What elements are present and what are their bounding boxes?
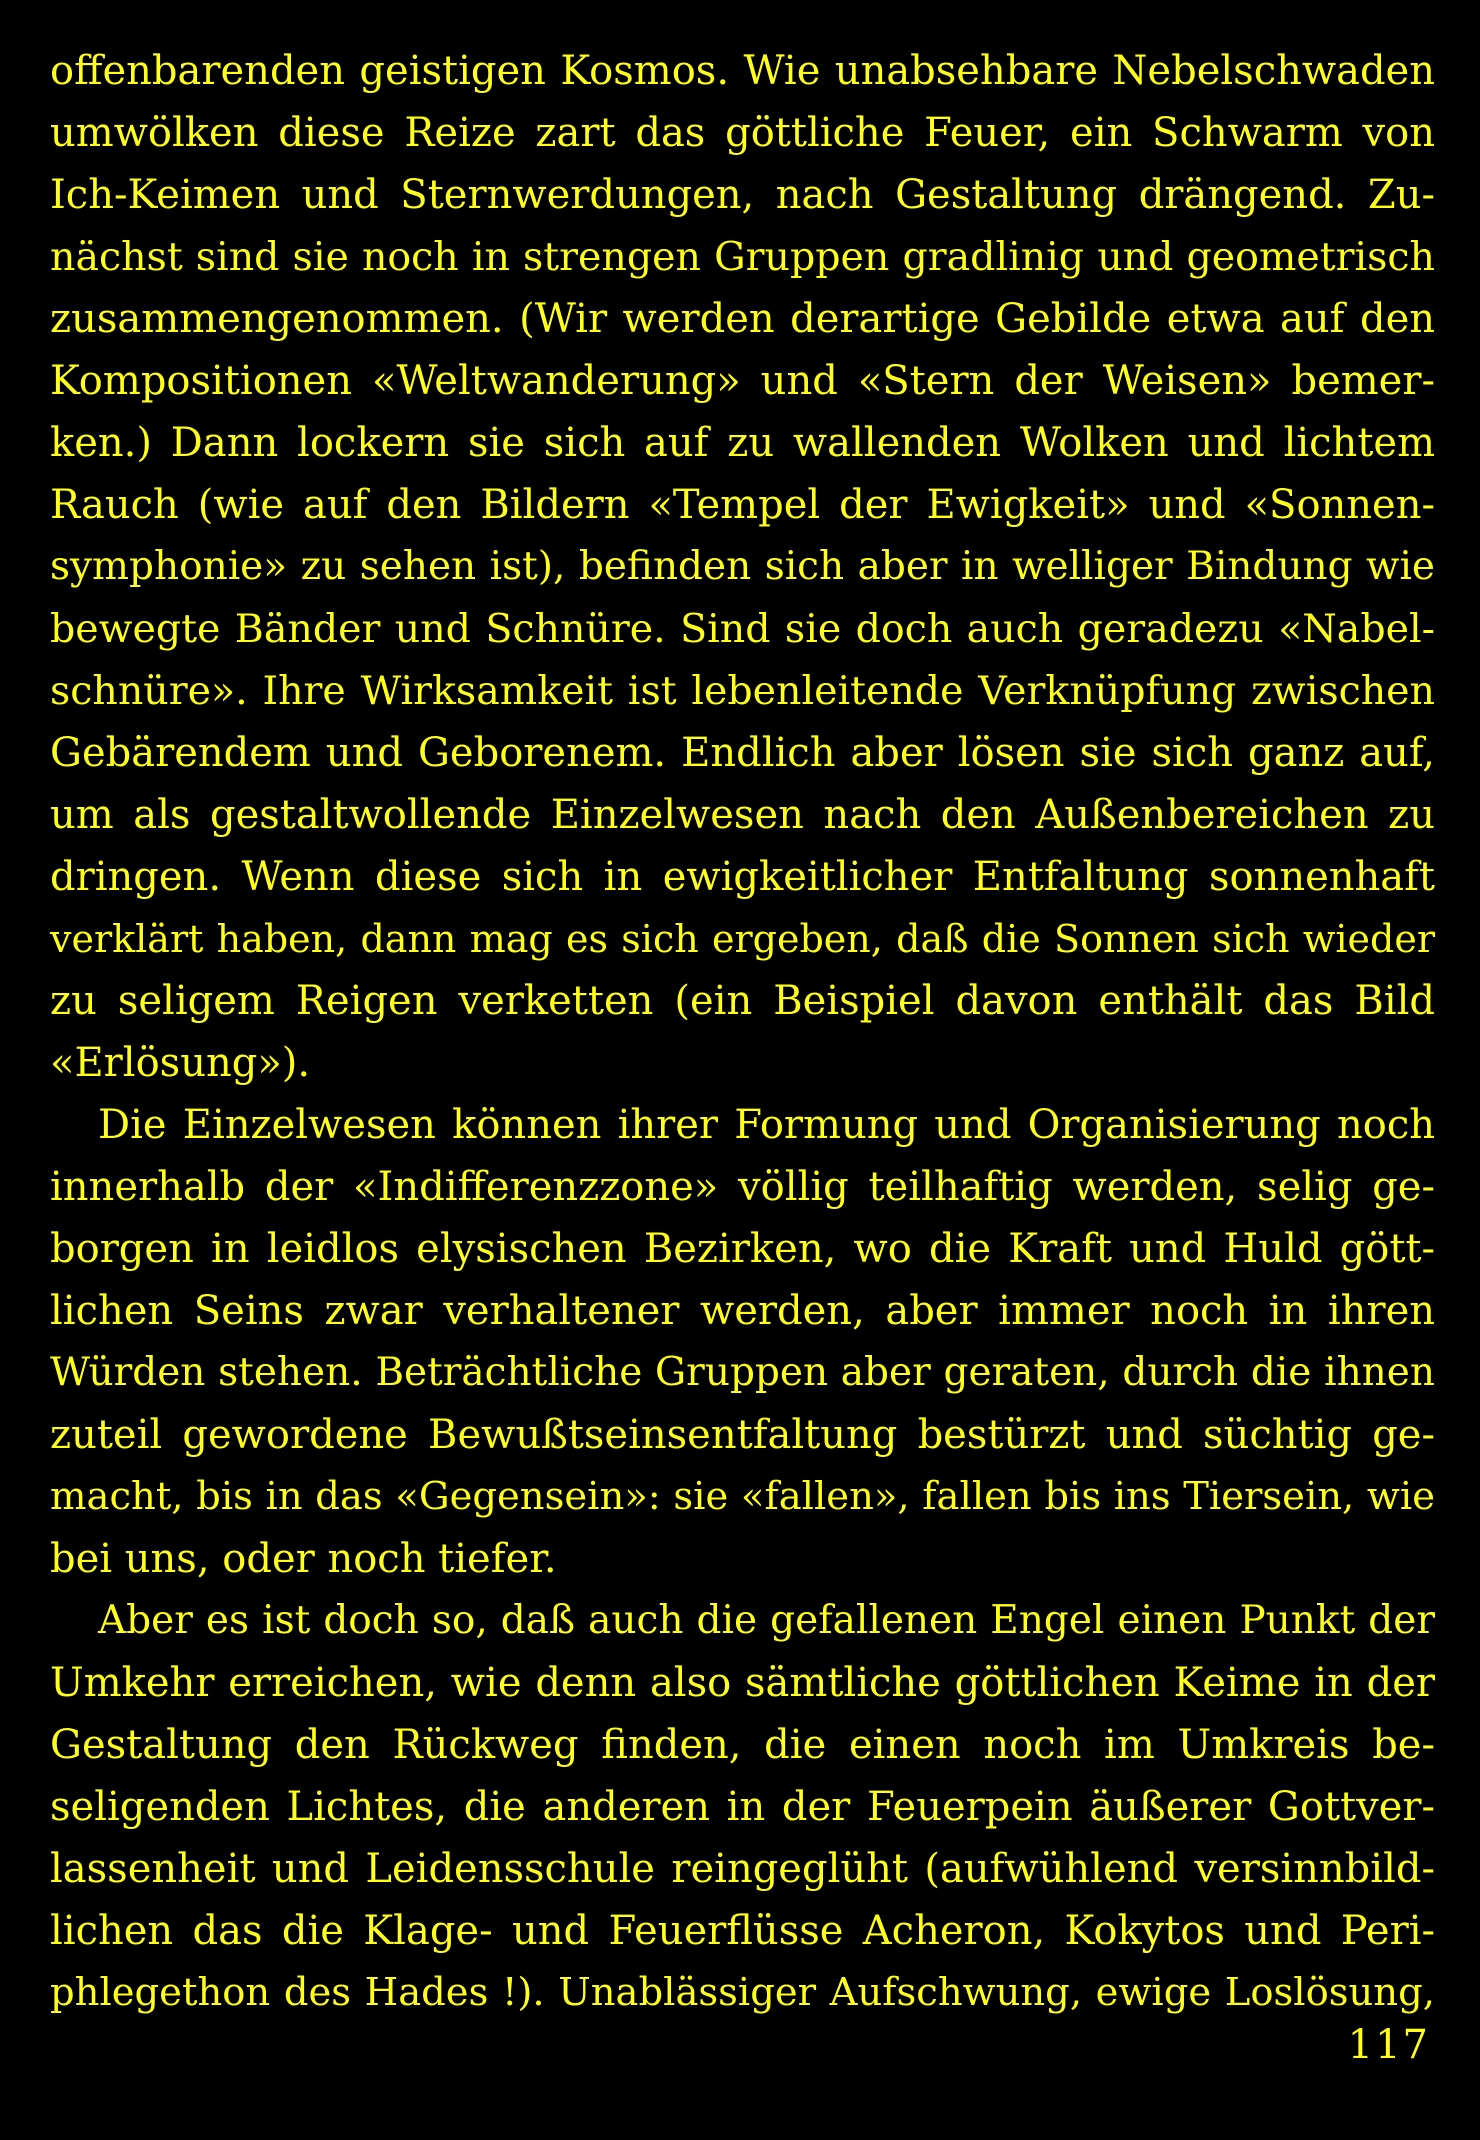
text-line: umwölken diese Reize zart das göttliche Feuer, ein Schwarm von [50,110,1435,156]
text-line: «Erlösung»). [50,1040,311,1086]
paragraph [50,40,1435,1094]
text-line: symphonie» zu sehen ist), befinden sich aber in welliger Bindung wie [50,544,1435,589]
text-line: Gestaltung den Rückweg finden, die einen noch im Umkreis be- [50,1722,1435,1768]
text-line: macht, bis in das «Gegensein»: sie «fallen», fallen bis ins Tiersein, wie [50,1474,1435,1519]
text-line: bei uns, oder noch tiefer. [50,1536,557,1582]
body-text [50,40,1435,2024]
text-line: lichen Seins zwar verhaltener werden, aber immer noch in ihren [50,1288,1435,1334]
text-line: schnüre». Ihre Wirksamkeit ist lebenleitende Verknüpfung zwischen [50,668,1435,714]
text-line: Rauch (wie auf den Bildern «Tempel der Ewigkeit» und «Sonnen- [50,482,1435,528]
paragraph [50,1094,1435,1590]
text-line: zuteil gewordene Bewußtseinsentfaltung bestürzt und süchtig ge- [50,1412,1435,1458]
text-line: Umkehr erreichen, wie denn also sämtliche göttlichen Keime in der [50,1660,1435,1706]
text-line: Aber es ist doch so, daß auch die gefallenen Engel einen Punkt der [98,1598,1435,1643]
text-line: nächst sind sie noch in strengen Gruppen gradlinig und geometrisch [50,234,1435,280]
text-line: lassenheit und Leidensschule reingeglüht (aufwühlend versinnbild- [50,1846,1435,1892]
text-line: seligenden Lichtes, die anderen in der Feuerpein äußerer Gottver- [50,1784,1435,1830]
paragraph [50,1590,1435,2024]
text-line: um als gestaltwollende Einzelwesen nach den Außenbereichen zu [50,792,1435,838]
text-line: lichen das die Klage- und Feuerflüsse Acheron, Kokytos und Peri- [50,1908,1435,1954]
text-line: innerhalb der «Indifferenzzone» völlig teilhaftig werden, selig ge- [50,1164,1435,1210]
text-line: offenbarenden geistigen Kosmos. Wie unabsehbare Nebelschwaden [50,48,1435,94]
text-line: zusammengenommen. (Wir werden derartige Gebilde etwa auf den [50,296,1435,342]
text-line: verklärt haben, dann mag es sich ergeben, daß die Sonnen sich wieder [50,917,1435,961]
text-line: zu seligem Reigen verketten (ein Beispiel davon enthält das Bild [50,978,1435,1024]
text-line: bewegte Bänder und Schnüre. Sind sie doch auch geradezu «Nabel- [50,606,1435,652]
text-line: Gebärendem und Geborenem. Endlich aber lösen sie sich ganz auf, [50,730,1435,776]
page-number: 117 [1347,2022,1430,2068]
text-line: dringen. Wenn diese sich in ewigkeitlicher Entfaltung sonnenhaft [50,854,1435,900]
text-line: Ich-Keimen und Sternwerdungen, nach Gestaltung drängend. Zu- [50,172,1435,218]
text-line: Die Einzelwesen können ihrer Formung und Organisierung noch [98,1102,1435,1148]
text-line: ken.) Dann lockern sie sich auf zu wallenden Wolken und lichtem [50,420,1435,466]
text-line: Kompositionen «Weltwanderung» und «Stern der Weisen» bemer- [50,358,1435,404]
text-line: Würden stehen. Beträchtliche Gruppen aber geraten, durch die ihnen [50,1350,1435,1395]
text-line: borgen in leidlos elysischen Bezirken, wo die Kraft und Huld gött- [50,1226,1435,1272]
text-line: phlegethon des Hades !). Unablässiger Aufschwung, ewige Loslösung, [50,1970,1435,2015]
